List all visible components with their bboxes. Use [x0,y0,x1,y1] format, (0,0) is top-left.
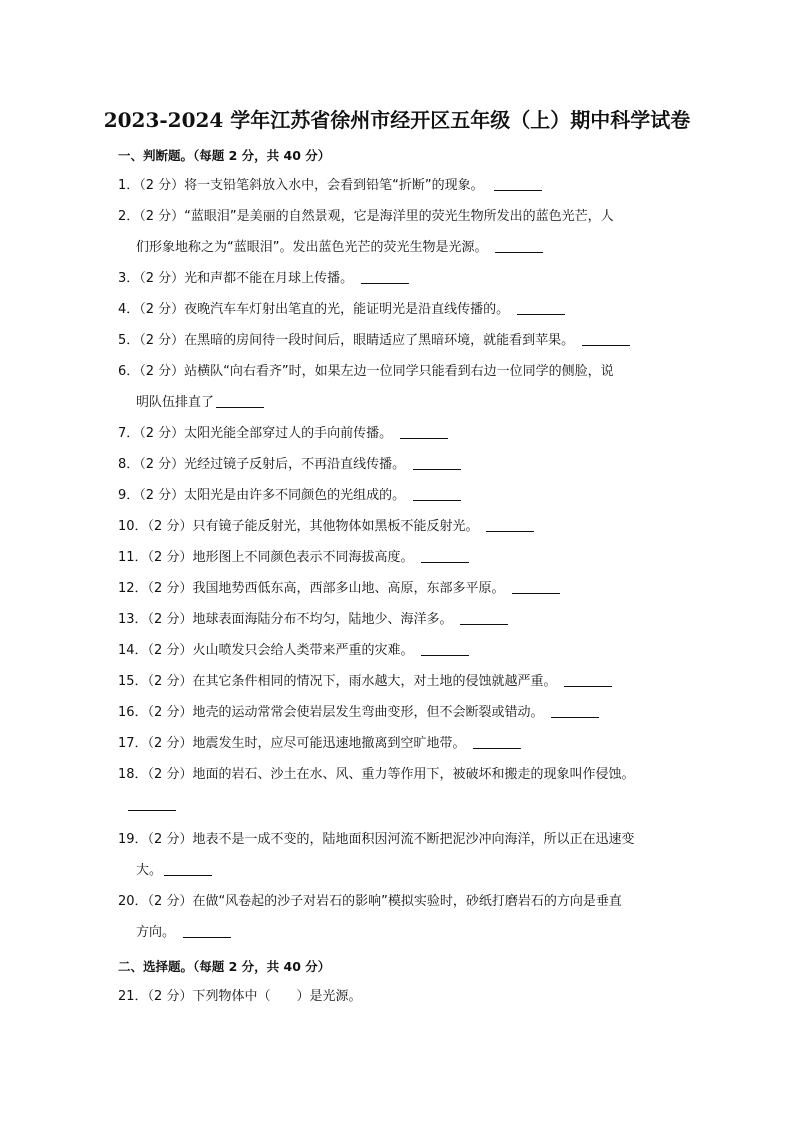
question-text: 11．（2 分）地形图上不同颜色表示不同海拔高度。 [118,550,414,565]
answer-blank[interactable] [512,579,560,594]
answer-blank[interactable] [183,923,231,938]
answer-blank[interactable] [582,331,630,346]
question-9 [118,480,678,511]
question-2 [118,201,678,263]
question-6 [118,356,678,418]
question-text: 5．（2 分）在黑暗的房间待一段时间后，眼睛适应了黑暗环境，就能看到苹果。 [118,333,575,348]
question-text: 17．（2 分）地震发生时，应尽可能迅速地撤离到空旷地带。 [118,736,466,751]
question-1 [118,170,678,201]
question-text-continued: 大。 [136,863,163,878]
question-text: 12．（2 分）我国地势西低东高，西部多山地、高原，东部多平原。 [118,581,505,596]
answer-blank[interactable] [413,455,461,470]
answer-blank[interactable] [473,734,521,749]
question-16 [118,697,678,728]
answer-blank[interactable] [551,703,599,718]
question-text: 4．（2 分）夜晚汽车车灯射出笔直的光，能证明光是沿直线传播的。 [118,302,510,317]
question-text-continued: 明队伍排直了 [136,395,215,410]
question-text: 6．（2 分）站横队“向右看齐”时，如果左边一位同学只能看到右边一位同学的侧脸，说 [118,364,614,379]
page-title: 2023-2024 学年江苏省徐州市经开区五年级（上）期中科学试卷 [103,108,691,132]
question-text: 18．（2 分）地面的岩石、沙土在水、风、重力等作用下，被破坏和搬走的现象叫作侵蚀。 [118,767,635,782]
section-heading-true-false: 一、判断题。（每题 2 分，共 40 分） [118,148,331,163]
question-11 [118,542,678,573]
question-15 [118,666,678,697]
question-text: 13．（2 分）地球表面海陆分布不均匀，陆地少、海洋多。 [118,612,453,627]
question-19 [118,824,678,886]
question-text: 10．（2 分）只有镜子能反射光，其他物体如黑板不能反射光。 [118,519,479,534]
answer-blank[interactable] [460,610,508,625]
answer-blank[interactable] [413,486,461,501]
answer-blank[interactable] [564,672,612,687]
question-20 [118,886,678,948]
answer-blank[interactable] [517,300,565,315]
question-8 [118,449,678,480]
question-5 [118,325,678,356]
question-17 [118,728,678,759]
question-14 [118,635,678,666]
answer-blank[interactable] [486,517,534,532]
answer-blank[interactable] [495,238,543,253]
question-text: 3．（2 分）光和声都不能在月球上传播。 [118,271,354,286]
question-text: 16．（2 分）地壳的运动常常会使岩层发生弯曲变形，但不会断裂或错动。 [118,705,544,720]
answer-blank[interactable] [421,548,469,563]
answer-blank[interactable] [128,796,176,811]
question-text: 9．（2 分）太阳光是由许多不同颜色的光组成的。 [118,488,406,503]
question-text: 20．（2 分）在做“风卷起的沙子对岩石的影响”模拟实验时，砂纸打磨岩石的方向是垂直 [118,894,622,909]
question-text: 19．（2 分）地表不是一成不变的，陆地面积因河流不断把泥沙冲向海洋，所以正在迅速变 [118,832,635,847]
question-18 [118,759,678,821]
question-text: 7．（2 分）太阳光能全部穿过人的手向前传播。 [118,426,393,441]
answer-blank[interactable] [164,861,212,876]
answer-blank[interactable] [216,393,264,408]
answer-blank[interactable] [400,424,448,439]
answer-blank[interactable] [361,269,409,284]
question-7 [118,418,678,449]
question-3 [118,263,678,294]
question-12 [118,573,678,604]
question-21 [118,981,678,1012]
question-text: 15．（2 分）在其它条件相同的情况下，雨水越大，对土地的侵蚀就越严重。 [118,674,557,689]
question-text-continued: 方向。 [136,925,176,940]
question-text: 14．（2 分）火山喷发只会给人类带来严重的灾难。 [118,643,414,658]
section-heading-choice: 二、选择题。（每题 2 分，共 40 分） [118,959,331,974]
question-4 [118,294,678,325]
question-text: 21．（2 分）下列物体中（ ）是光源。 [118,989,362,1004]
question-10 [118,511,678,542]
question-text: 8．（2 分）光经过镜子反射后，不再沿直线传播。 [118,457,406,472]
question-text-continued: 们形象地称之为“蓝眼泪”。发出蓝色光芒的荧光生物是光源。 [136,240,488,255]
question-text: 1．（2 分）将一支铅笔斜放入水中，会看到铅笔“折断”的现象。 [118,178,484,193]
answer-blank[interactable] [494,176,542,191]
question-13 [118,604,678,635]
question-text: 2．（2 分）“蓝眼泪”是美丽的自然景观，它是海洋里的荧光生物所发出的蓝色光芒，人 [118,209,614,224]
answer-blank[interactable] [421,641,469,656]
